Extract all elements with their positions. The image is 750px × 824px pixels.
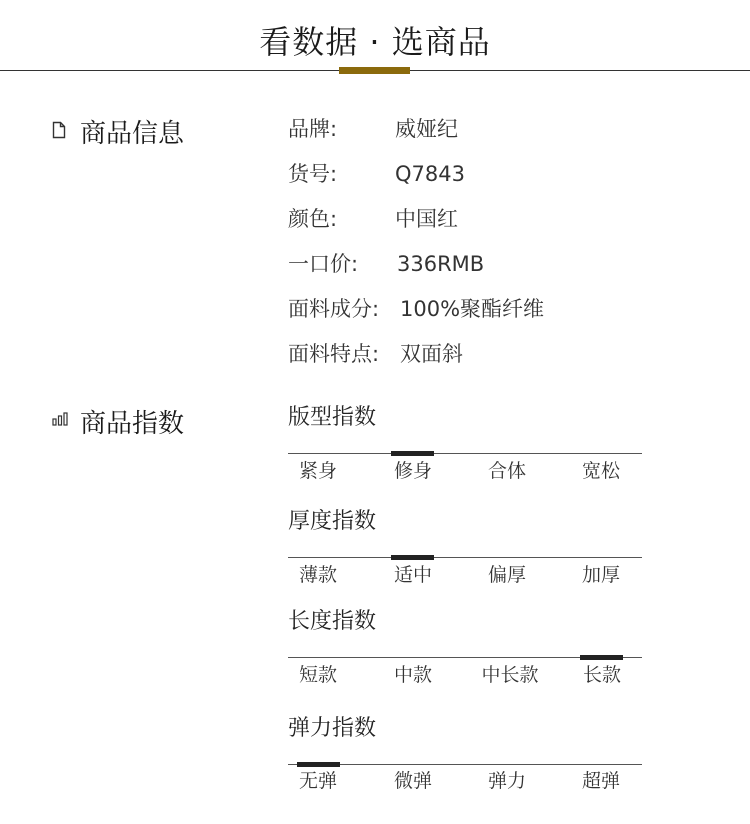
index-option: 弹力: [487, 770, 526, 792]
index-option: 中长款: [481, 664, 539, 686]
product-info-heading: [52, 115, 184, 147]
index-option: 薄款: [298, 564, 337, 586]
index-group-title: 版型指数: [288, 405, 377, 430]
index-group-length: [288, 607, 642, 697]
index-selected-marker: [580, 655, 623, 660]
index-scale-line: [288, 557, 642, 558]
info-row-brand: [288, 112, 458, 146]
product-info-title: 商品信息: [80, 118, 185, 149]
document-icon: [52, 121, 68, 141]
info-key: 货号:: [288, 162, 338, 186]
index-selected-marker: [297, 762, 340, 767]
index-option: 修身: [393, 460, 432, 482]
index-group-title: 弹力指数: [288, 716, 377, 741]
bar-chart-icon: [52, 411, 68, 431]
index-option: 长款: [582, 664, 621, 686]
info-key: 颜色:: [288, 207, 338, 231]
index-option: 合体: [487, 460, 526, 482]
product-index-heading: [52, 405, 184, 437]
index-selected-marker: [391, 451, 434, 456]
info-row-price: [288, 247, 485, 281]
index-option: 超弹: [581, 770, 620, 792]
index-option: 偏厚: [487, 564, 526, 586]
info-value: 双面斜: [400, 342, 463, 366]
info-row-fabric: [288, 292, 545, 326]
page-title: 看数据 · 选商品: [259, 23, 491, 61]
info-key: 面料特点:: [288, 342, 380, 366]
index-option: 短款: [298, 664, 337, 686]
index-option: 适中: [393, 564, 432, 586]
index-scale-line: [288, 764, 642, 765]
info-row-sku: [288, 157, 465, 191]
index-option: 中款: [393, 664, 432, 686]
index-group-thickness: [288, 507, 642, 597]
index-group-fit: [288, 403, 642, 493]
info-value: 100%聚酯纤维: [400, 297, 545, 321]
info-value: Q7843: [395, 162, 465, 186]
index-option: 紧身: [298, 460, 337, 482]
index-group-title: 厚度指数: [288, 509, 377, 534]
info-key: 品牌:: [288, 117, 338, 141]
info-row-color: [288, 202, 458, 236]
info-key: 面料成分:: [288, 297, 380, 321]
info-value: 威娅纪: [395, 117, 458, 141]
header-accent-bar: [339, 67, 410, 74]
index-scale-line: [288, 453, 642, 454]
info-value: 中国红: [395, 207, 458, 231]
index-option: 微弹: [393, 770, 432, 792]
index-option: 宽松: [581, 460, 620, 482]
index-group-title: 长度指数: [288, 609, 377, 634]
product-index-title: 商品指数: [80, 408, 185, 439]
index-option: 无弹: [298, 770, 337, 792]
info-key: 一口价:: [288, 252, 359, 276]
info-row-fabric-feature: [288, 337, 463, 371]
index-option: 加厚: [581, 564, 620, 586]
info-value: 336RMB: [397, 252, 485, 276]
index-selected-marker: [391, 555, 434, 560]
index-group-elasticity: [288, 714, 642, 804]
